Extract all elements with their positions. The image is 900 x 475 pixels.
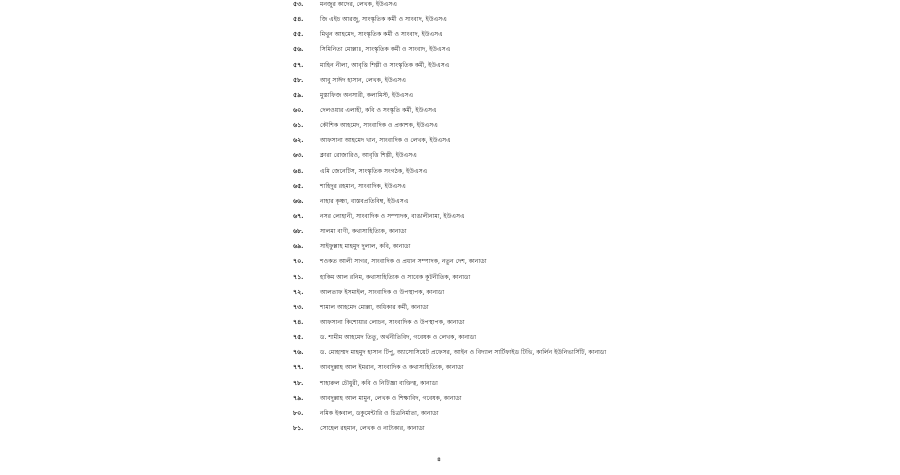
list-item-text: সালমা বাণী, কথাসাহিত্যিক, কানাডা bbox=[320, 228, 407, 236]
list-item-text: মুস্তাফিজ অনসারী, কলামিস্ট, ইউএসএ bbox=[320, 91, 414, 99]
list-item-text: আবদুল্লাহ আল ইমরান, সাংবাদিক ও কথাসাহিত্যিক, কানাডা bbox=[320, 364, 464, 372]
list-item-text: আলতাফ ইসমাইল, সাংবাদিক ও উপস্থাপক, কানাডা bbox=[320, 288, 445, 296]
list-item-text: সোহেল রহমান, লেখক ও নাট্যকার, কানাডা bbox=[320, 424, 425, 432]
list-item-number: ৭০. bbox=[293, 258, 304, 266]
list-item-text: জি এইচ আরজু, সাংস্কৃতিক কর্মী ও সাংবাদ, ইউএসএ bbox=[320, 16, 447, 24]
list-item-number: ৫৯. bbox=[293, 91, 304, 99]
list-item-text: আবু সাঈদ হাসান, লেখক, ইউএসএ bbox=[320, 76, 406, 84]
list-item-number: ৬১. bbox=[293, 122, 304, 130]
list-item-number: ৭৮. bbox=[293, 379, 304, 387]
list-item-number: ৬৮. bbox=[293, 228, 304, 236]
list-item-number: ৬৭. bbox=[293, 212, 304, 220]
list-item-number: ৭৬. bbox=[293, 349, 304, 357]
list-item-text: নাহার কৃষ্ণা, বাস্তবপ্রতিবিম্ব, ইউএসএ bbox=[320, 197, 409, 205]
list-item-number: ৭৯. bbox=[293, 394, 304, 402]
list-item-number: ৮০. bbox=[293, 409, 304, 417]
list-item-number: ৭১. bbox=[293, 273, 304, 281]
list-item-number: ৬৬. bbox=[293, 197, 304, 205]
list-item-number: ৬০. bbox=[293, 106, 304, 114]
list-item-text: ক্লারা রোজারিও, আবৃত্তি শিল্পী, ইউএসএ bbox=[320, 152, 417, 160]
list-item-text: ড. শামীম আহমেদ তিতু, অর্থনীতিবিদ, গবেষক ও লেখক, কানাডা bbox=[320, 334, 477, 342]
list-item-number: ৭৪. bbox=[293, 318, 304, 326]
list-item-text: আফসানা কিশোয়ার লোচন, সাংবাদিক ও উপস্থাপক, কানাডা bbox=[320, 318, 465, 326]
list-item-text: সিমিনিতা মোল্লাঃ, সাংস্কৃতিক কর্মী ও সাংবাদ, ইউএসএ bbox=[320, 46, 451, 54]
list-item-number: ৬৫. bbox=[293, 182, 304, 190]
list-item-text: মনজুর কাদের, লেখক, ইউএসএ bbox=[320, 1, 398, 8]
list-item-text: আবদুল্লাহ আল মামুন, লেখক ও শিক্ষাবিদ, গবেষক, কানাডা bbox=[320, 394, 462, 402]
list-item-number: ৫৭. bbox=[293, 61, 304, 69]
list-item-text: শাহিদুর রহমান, সাংবাদিক, ইউএসএ bbox=[320, 182, 406, 190]
list-item-number: ৫৫. bbox=[293, 31, 304, 39]
list-item-number: ৭২. bbox=[293, 288, 304, 296]
list-item-number: ৫৬. bbox=[293, 46, 304, 54]
list-item-number: ৭৭. bbox=[293, 364, 304, 372]
list-item-number: ৮১. bbox=[293, 424, 304, 432]
page-number: ৪ bbox=[437, 456, 441, 463]
list-item-text: আফসানা আহমেদ খান, সাংবাদিক ও লেখক, ইউএসএ bbox=[320, 137, 451, 145]
list-item-text: মিথুন আহমেদ, সাংস্কৃতিক কর্মী ও সাংবাদ, ইউএসএ bbox=[320, 31, 443, 39]
list-item-number: ৬২. bbox=[293, 137, 304, 145]
list-item-number: ৭৫. bbox=[293, 334, 304, 342]
list-item-text: হাকিম আল রনিম, কথাসাহিত্যিক ও সাবেক কূটনীতিক, কানাডা bbox=[320, 273, 471, 281]
list-item-text: সাইফুল্লাহ মাহমুদ দুলাল, কবি, কানাডা bbox=[320, 243, 411, 251]
list-item-text: নসর লোহানী, সাংবাদিক ও সম্পাদক, বাঙালীনামা, ইউএসএ bbox=[320, 212, 465, 220]
list-item-text: নমিক ইকবাল, ডকুমেন্টারি ও চিত্রনির্মাতা, কানাডা bbox=[320, 409, 439, 417]
list-item-text: এমি জেনেটিস, সাংস্কৃতিক সংগঠক, ইউএসএ bbox=[320, 167, 428, 175]
list-item-text: দেলওয়ার এলাহী, কবি ও সংস্কৃতি কর্মী, ইউএসএ bbox=[320, 106, 437, 114]
list-item-number: ৫৪. bbox=[293, 16, 304, 24]
list-item-text: ড. মোহাম্মদ মাহমুদ হাসান টিপু, অ্যাসোসিয়েট প্রফেসর, আইন ও বিদ্যাল সার্টিফাইড টিভি, কার্লিন ইউনিভার্সিটি, কানাডা bbox=[320, 349, 607, 357]
list-item-number: ৫৮. bbox=[293, 76, 304, 84]
list-item-text: মাহিন নীলা, আবৃত্তি শিল্পী ও সাংস্কৃতিক কর্মী, ইউএসএ bbox=[320, 61, 450, 69]
list-item-number: ৬৩. bbox=[293, 152, 304, 160]
list-item-text: কৌশিক আহমেদ, সাংবাদিক ও প্রকাশক, ইউএসএ bbox=[320, 122, 438, 130]
list-item-number: ৬৪. bbox=[293, 167, 304, 175]
list-item-number: ৭৩. bbox=[293, 303, 304, 311]
list-item-number: ৬৯. bbox=[293, 243, 304, 251]
list-item-text: শাহারুল চৌধুরী, কবি ও নিটিজ্ঞা ব্যক্তিত্ব, কানাডা bbox=[320, 379, 438, 387]
list-item-number: ৫৩. bbox=[293, 1, 304, 8]
list-item-text: শওকত আলী সাগর, সাংবাদিক ও প্রধান সম্পাদক, নতুন দেশ, কানাডা bbox=[320, 258, 487, 266]
list-item-text: শামাল আহমেদ মোল্লা, অধিকার কর্মী, কানাডা bbox=[320, 303, 429, 311]
